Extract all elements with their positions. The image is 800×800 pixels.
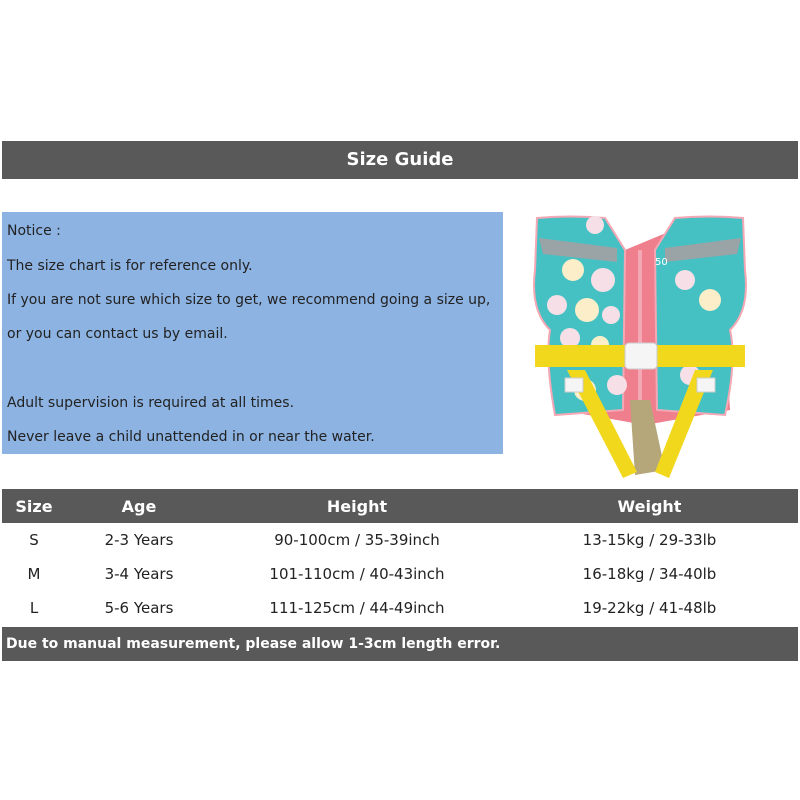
cell-height: 90-100cm / 35-39inch xyxy=(274,531,440,549)
column-age: Age xyxy=(121,497,157,516)
cell-weight: 19-22kg / 41-48lb xyxy=(582,599,717,617)
cell-height: 111-125cm / 44-49inch xyxy=(269,599,445,617)
cell-weight: 13-15kg / 29-33lb xyxy=(582,531,717,549)
notice-line-contact: or you can contact us by email. xyxy=(7,326,228,342)
notice-line-unattended: Never leave a child unattended in or near the water. xyxy=(7,429,375,445)
cell-height: 101-110cm / 40-43inch xyxy=(269,565,445,583)
column-height: Height xyxy=(326,497,388,516)
cell-weight: 16-18kg / 34-40lb xyxy=(582,565,717,583)
column-weight: Weight xyxy=(617,497,682,516)
notice-line-supervision: Adult supervision is required at all times. xyxy=(7,395,295,411)
measurement-note: Due to manual measurement, please allow 1-3cm length error. xyxy=(2,627,798,661)
table-row xyxy=(2,523,798,557)
table-row xyxy=(2,591,798,625)
life-vest-image xyxy=(525,210,755,485)
vest-print-text: 50 xyxy=(655,257,668,268)
notice-box xyxy=(2,212,503,454)
cell-age: 5-6 Years xyxy=(104,599,174,617)
size-guide-title: Size Guide xyxy=(2,141,798,179)
cell-size: S xyxy=(29,531,39,549)
cell-age: 2-3 Years xyxy=(104,531,174,549)
column-size: Size xyxy=(15,497,53,516)
notice-heading: Notice : xyxy=(7,223,61,239)
notice-line-reference: The size chart is for reference only. xyxy=(7,258,253,274)
cell-size: L xyxy=(29,599,39,617)
size-table-header xyxy=(2,489,798,523)
table-row xyxy=(2,557,798,591)
cell-size: M xyxy=(27,565,41,583)
notice-line-size-up: If you are not sure which size to get, we recommend going a size up, xyxy=(7,292,491,308)
cell-age: 3-4 Years xyxy=(104,565,174,583)
